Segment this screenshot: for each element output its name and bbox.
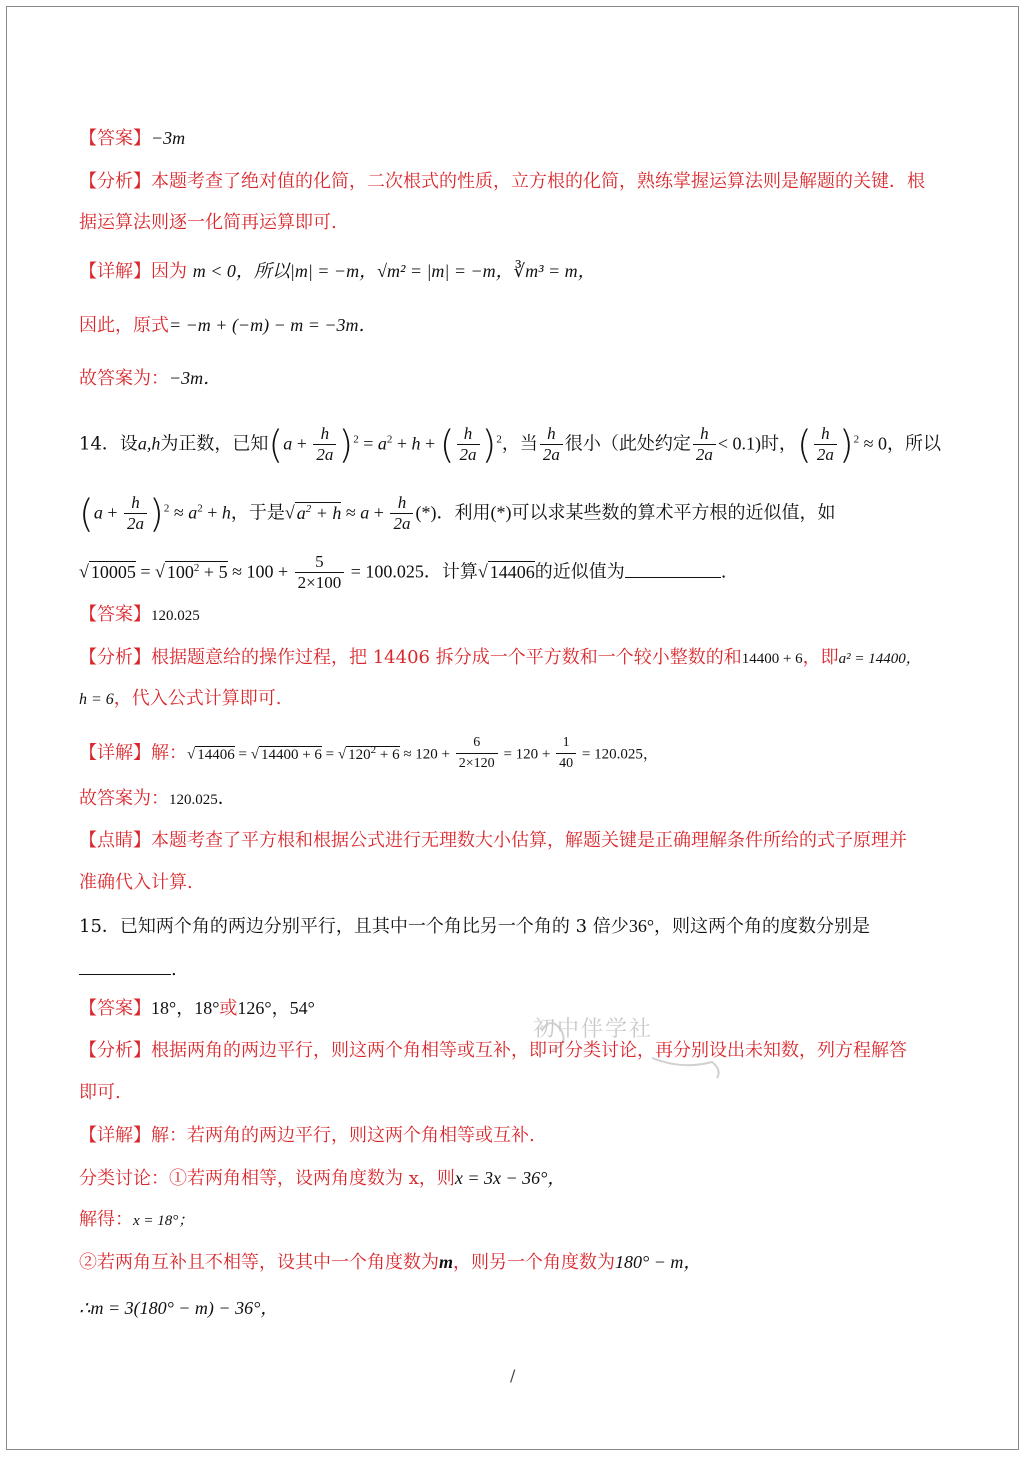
q15-answer: 【答案】18°，18°或126°，54° <box>79 998 315 1019</box>
q14-question-line-3: √ 10005 = √ $100^2 + 5 \approx 100$ + $\frac{5}{2\times 100}$ = 100.025．计算√ 14406的近似值为 . <box>79 552 727 592</box>
q15-solve: 解得：x = 18°； <box>79 1209 194 1230</box>
q13-analysis-2: 据运算法则逐一化简再运算即可. <box>79 212 337 233</box>
q15-analysis-1: 【分析】根据两角的两边平行，则这两个角相等或互补，即可分类讨论，再分别设出未知数，列方程解答 <box>79 1040 907 1061</box>
q14-question-line-2: (a + $\frac{h}{2a}$ )$^2 \approx a^2 + h$，于是√ $a^2 + h \approx a$ + $\frac{h}{2a}$ (*)．利用(*)可以求某些数的算术平方根的近似值，如 <box>79 491 836 536</box>
answer-blank <box>79 956 171 975</box>
q13-final: 故答案为：−3m． <box>79 368 222 389</box>
page-number: / <box>510 1366 516 1385</box>
q15-case-1: 分类讨论：①若两角相等，设两角度数为 x，则x = 3x − 36°， <box>79 1168 566 1189</box>
watermark-text: 初中伴学社 <box>533 1017 654 1042</box>
q15-question-2: . <box>79 956 177 982</box>
q15-detail: 【详解】解：若两角的两边平行，则这两个角相等或互补. <box>79 1125 535 1146</box>
q15-question-1: 15．已知两个角的两边分别平行，且其中一个角比另一个角的 3 倍少36°，则这两个角的度数分别是 <box>79 916 871 937</box>
q14-point-2: 准确代入计算. <box>79 872 193 893</box>
q15-equation: ∴m = 3(180° − m) − 36°， <box>79 1298 279 1318</box>
q14-question-line-1: 14．设a,h为正数，已知(a + $\frac{h}{2a}$ )$^2 = a^2 + h$ + ( $\frac{h}{2a}$ )$^2$，当 $\frac{h}{2a}$ 很小（此处约定 $\frac{h}{2a}$ < 0.1)时，( $\frac{h}{2a}$ )$^2$ ≈ 0，所以 <box>79 422 942 467</box>
q15-analysis-2: 即可. <box>79 1082 121 1103</box>
q13-answer: 【答案】−3m <box>79 128 186 149</box>
q14-point-1: 【点睛】本题考查了平方根和根据公式进行无理数大小估算，解题关键是正确理解条件所给的式子原理并 <box>79 830 907 851</box>
q13-therefore: 因此，原式= −m + (−m) − m = −3m． <box>79 315 377 336</box>
answer-blank <box>625 559 721 578</box>
q14-detail: 【详解】解：√ 14406 = √ 14400 + 6 = √ $120^2 + 6 \approx 120$ + $\frac{6}{2\times 120}$ = 120 + $\frac{1}{40}$ = 120.025， <box>79 735 658 771</box>
q15-case-2: ②若两角互补且不相等，设其中一个角度数为m，则另一个角度数为180° − m， <box>79 1252 702 1273</box>
q13-detail: 【详解】因为 m < 0，所以|m| = −m，√m² = |m| = −m，∛m³ = m， <box>79 261 596 282</box>
q14-analysis-2: h = 6，代入公式计算即可. <box>79 688 282 709</box>
q14-final: 故答案为：120.025． <box>79 788 236 809</box>
q14-analysis-1: 【分析】根据题意给的操作过程，把 14406 拆分成一个平方数和一个较小整数的和14400 + 6，即a² = 14400， <box>79 647 921 668</box>
q14-answer: 【答案】120.025 <box>79 604 200 625</box>
q13-analysis-1: 【分析】本题考查了绝对值的化简，二次根式的性质，立方根的化简，熟练掌握运算法则是解题的关键．根 <box>79 171 925 192</box>
